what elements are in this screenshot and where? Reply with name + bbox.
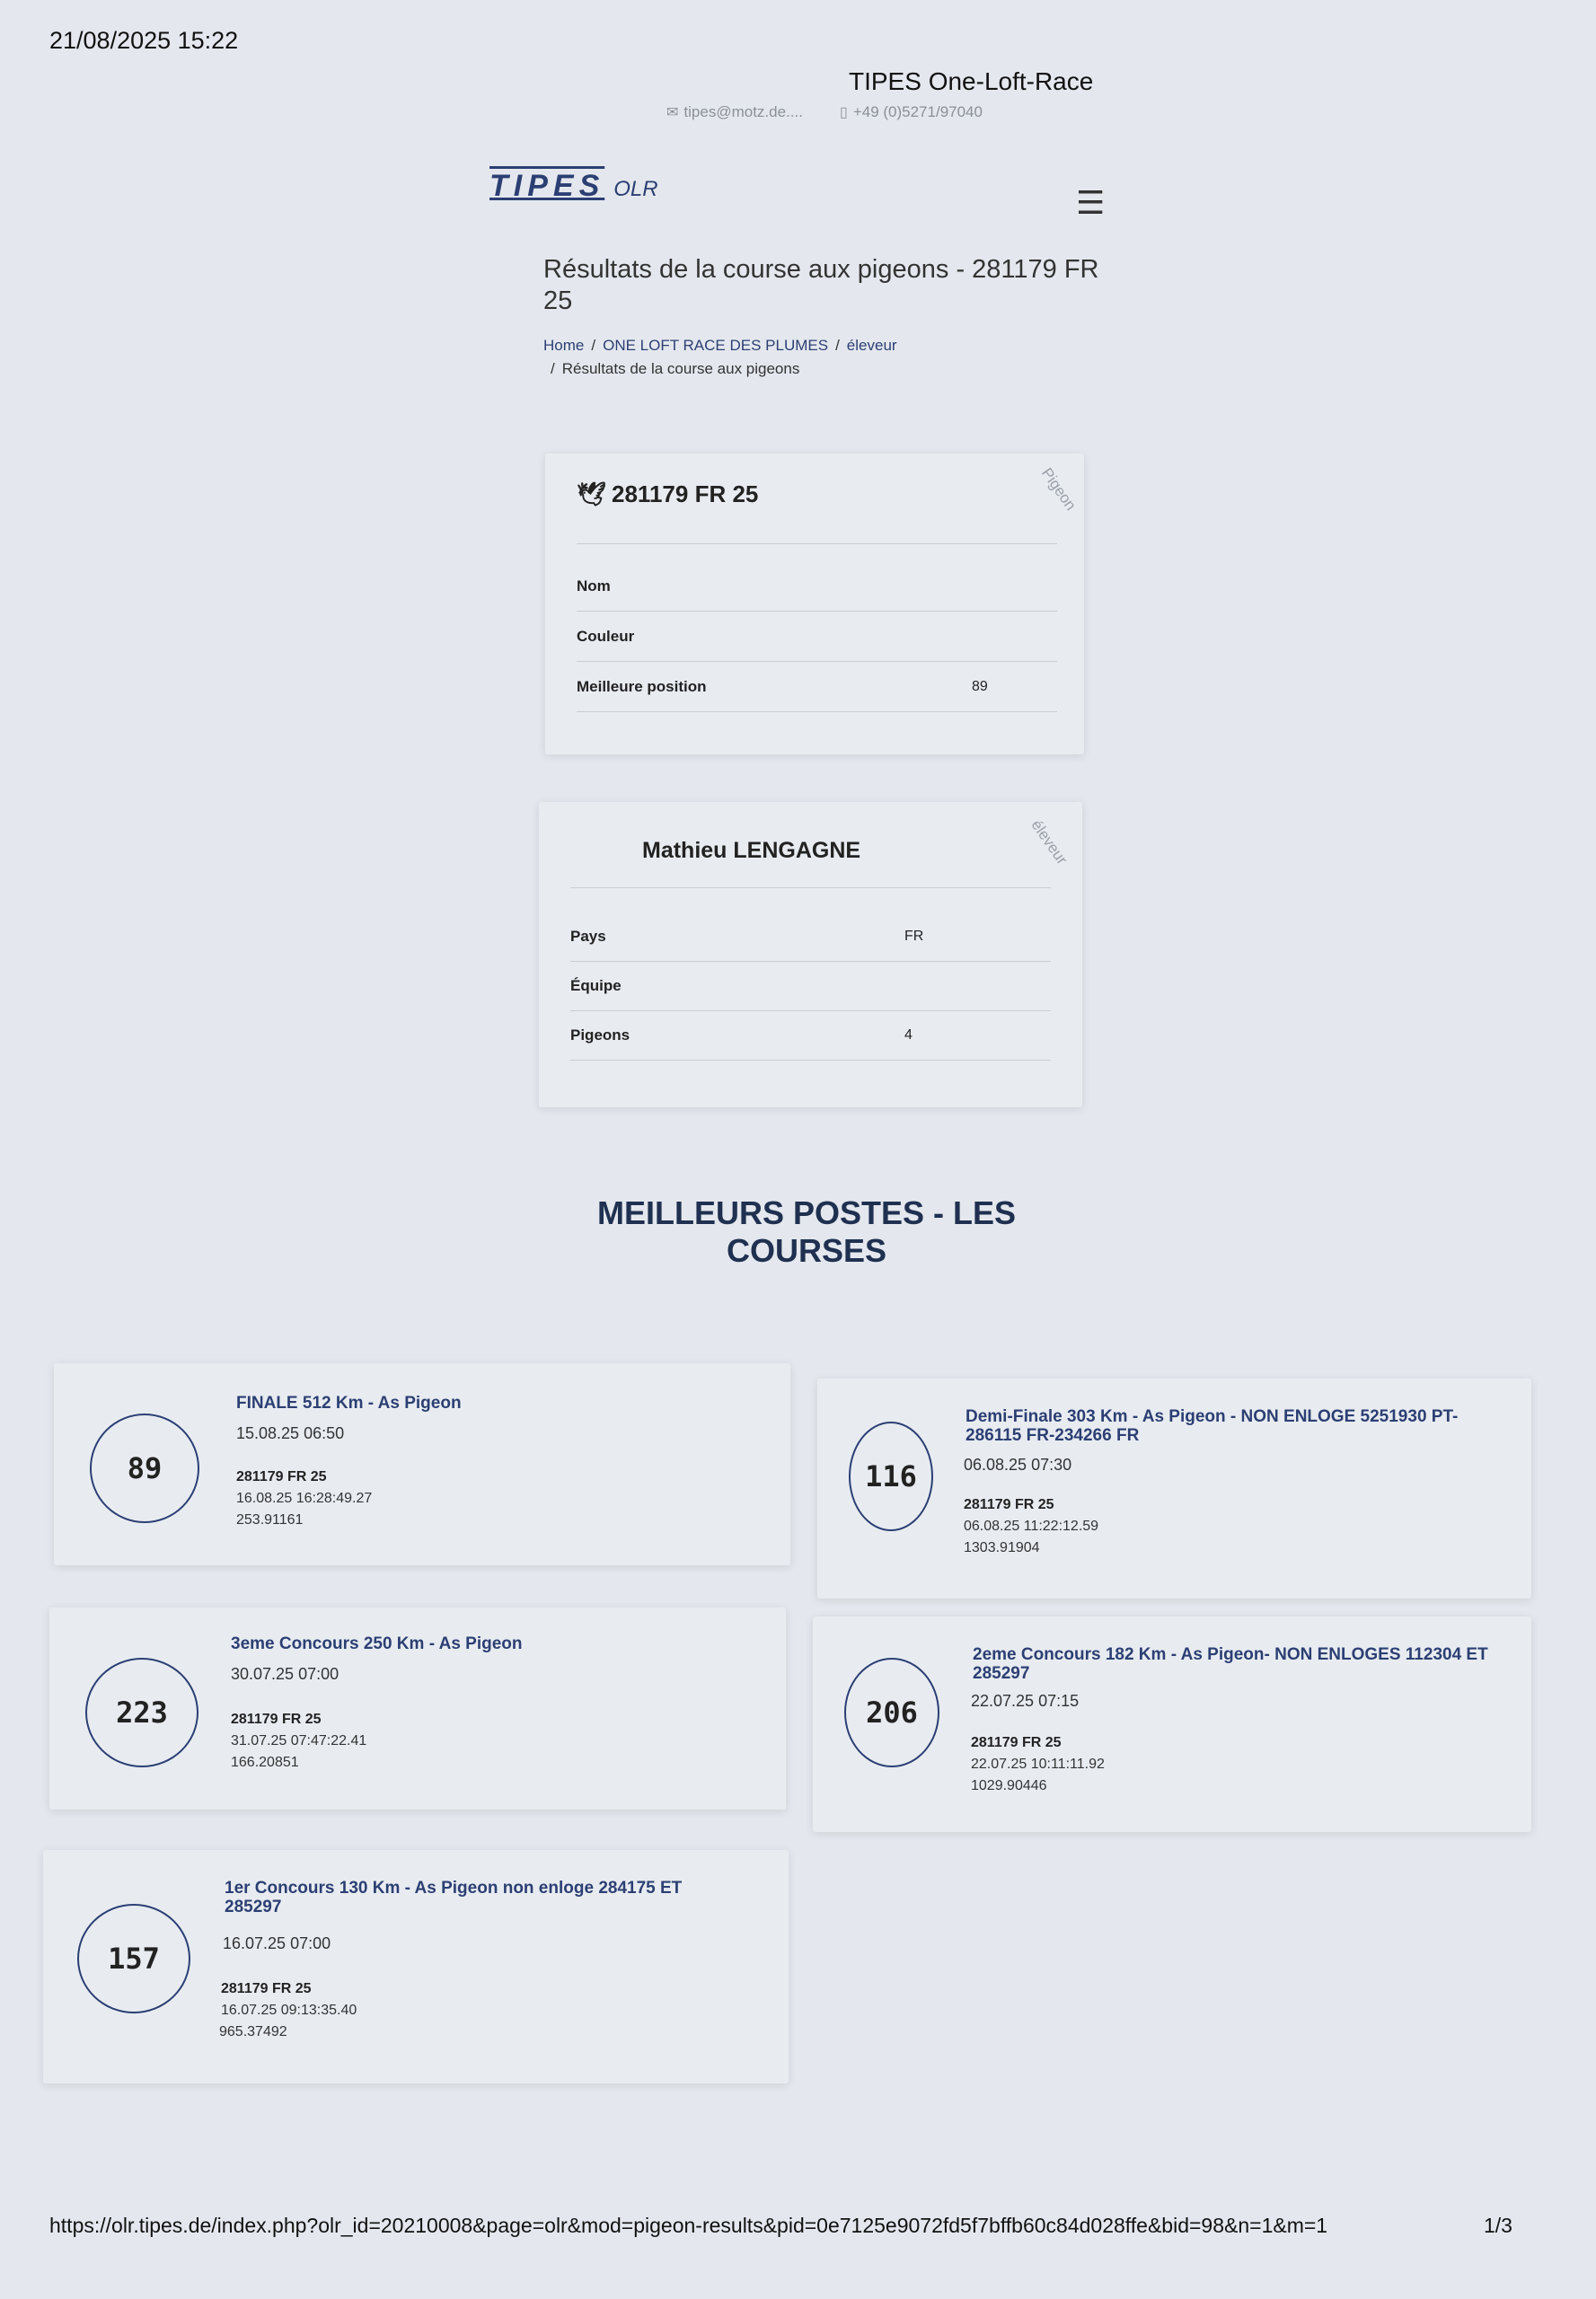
race-release-time: 06.08.25 07:30 xyxy=(964,1456,1072,1474)
race-ring-number: 281179 FR 25 xyxy=(231,1712,322,1727)
breadcrumb-race[interactable]: ONE LOFT RACE DES PLUMES xyxy=(603,337,829,354)
row-value: 4 xyxy=(904,1027,913,1043)
row-label: Pays xyxy=(570,928,606,945)
race-card[interactable] xyxy=(49,1608,786,1810)
heading-line-1: MEILLEURS POSTES - LES xyxy=(596,1194,1017,1231)
race-speed: 1029.90446 xyxy=(971,1778,1047,1793)
site-logo[interactable] xyxy=(489,169,658,204)
race-title-link[interactable]: FINALE 512 Km - As Pigeon xyxy=(236,1394,462,1413)
race-release-time: 15.08.25 06:50 xyxy=(236,1424,345,1442)
site-title: TIPES One-Loft-Race xyxy=(849,67,1094,95)
contact-email[interactable] xyxy=(666,103,803,121)
position-badge: 157 xyxy=(77,1904,190,2013)
race-arrival-time: 16.08.25 16:28:49.27 xyxy=(236,1491,373,1506)
race-release-time: 22.07.25 07:15 xyxy=(971,1692,1080,1710)
breadcrumb-separator: / xyxy=(835,337,840,354)
hamburger-menu-icon[interactable]: ☰ xyxy=(1076,184,1106,221)
pigeon-card-title xyxy=(577,480,758,508)
pigeon-row-nom xyxy=(577,562,1057,612)
race-title-link[interactable]: 1er Concours 130 Km - As Pigeon non enloge 284175 ET 285297 xyxy=(225,1879,683,1916)
race-speed: 965.37492 xyxy=(219,2024,287,2039)
position-badge: 223 xyxy=(85,1658,198,1767)
row-label: Meilleure position xyxy=(577,678,707,695)
breadcrumb-breeder[interactable]: éleveur xyxy=(846,337,897,354)
race-release-time: 16.07.25 07:00 xyxy=(223,1934,331,1952)
row-label: Pigeons xyxy=(570,1026,630,1044)
pigeon-row-couleur xyxy=(577,612,1057,662)
race-release-time: 30.07.25 07:00 xyxy=(231,1665,339,1683)
race-card[interactable] xyxy=(54,1363,790,1565)
race-ring-number: 281179 FR 25 xyxy=(971,1735,1062,1750)
race-speed: 166.20851 xyxy=(231,1755,299,1770)
position-badge: 89 xyxy=(90,1414,199,1523)
envelope-icon: ✉ xyxy=(666,105,679,120)
pigeon-ring-number: 281179 FR 25 xyxy=(612,480,759,507)
print-page-number: 1/3 xyxy=(1484,2214,1512,2237)
breadcrumb-separator: / xyxy=(551,360,555,377)
row-label: Équipe xyxy=(570,977,622,994)
bird-icon: 🕊 xyxy=(577,480,607,507)
row-value: FR xyxy=(904,929,924,944)
race-title-link[interactable]: 3eme Concours 250 Km - As Pigeon xyxy=(231,1634,523,1653)
print-footer-url: https://olr.tipes.de/index.php?olr_id=20210008&page=olr&mod=pigeon-results&pid=0e7125e9072fd5f7bffb60c84d028ffe&bid=98&n=1&m=1 xyxy=(49,2214,1328,2237)
page-title: Résultats de la course aux pigeons - 281179 FR 25 xyxy=(543,255,1099,315)
pigeon-card xyxy=(545,454,1084,754)
breeder-tag: éleveur xyxy=(1027,816,1071,868)
breeder-row-pigeons xyxy=(570,1011,1051,1061)
breeder-row-pays xyxy=(570,912,1051,962)
breadcrumb-separator: / xyxy=(591,337,596,354)
breadcrumb-home[interactable]: Home xyxy=(543,337,585,354)
race-arrival-time: 16.07.25 09:13:35.40 xyxy=(221,2003,357,2018)
row-label: Couleur xyxy=(577,628,635,645)
race-ring-number: 281179 FR 25 xyxy=(236,1469,327,1484)
race-speed: 1303.91904 xyxy=(964,1540,1040,1555)
breadcrumb xyxy=(543,334,930,381)
logo-brand: TIPES xyxy=(489,169,605,203)
print-datetime: 21/08/2025 15:22 xyxy=(49,27,239,54)
race-arrival-time: 22.07.25 10:11:11.92 xyxy=(971,1757,1105,1772)
race-title-link[interactable]: 2eme Concours 182 Km - As Pigeon- NON ENLOGES 112304 ET 285297 xyxy=(973,1645,1488,1683)
race-arrival-time: 06.08.25 11:22:12.59 xyxy=(964,1519,1099,1534)
race-title-link[interactable]: Demi-Finale 303 Km - As Pigeon - NON ENLOGE 5251930 PT-286115 FR-234266 FR xyxy=(966,1407,1459,1445)
phone-icon: ▯ xyxy=(840,105,848,120)
row-value: 89 xyxy=(972,679,988,694)
breeder-row-equipe xyxy=(570,962,1051,1011)
breeder-card xyxy=(539,802,1082,1107)
divider xyxy=(570,887,1051,888)
race-ring-number: 281179 FR 25 xyxy=(221,1981,312,1996)
race-card[interactable] xyxy=(817,1379,1531,1599)
race-card[interactable] xyxy=(43,1850,789,2083)
position-badge: 116 xyxy=(849,1422,933,1531)
race-arrival-time: 31.07.25 07:47:22.41 xyxy=(231,1733,367,1748)
contact-email-text: tipes@motz.de.... xyxy=(683,103,803,120)
pigeon-row-best-position xyxy=(577,663,1057,712)
heading-line-2: COURSES xyxy=(726,1232,887,1269)
race-ring-number: 281179 FR 25 xyxy=(964,1497,1054,1512)
divider xyxy=(577,543,1057,544)
logo-suffix: OLR xyxy=(613,177,658,201)
race-card[interactable] xyxy=(813,1616,1531,1832)
row-label: Nom xyxy=(577,577,611,595)
best-positions-heading xyxy=(528,1194,1085,1270)
contact-phone[interactable] xyxy=(840,103,983,121)
position-badge: 206 xyxy=(844,1658,939,1767)
pigeon-tag: Pigeon xyxy=(1037,464,1080,514)
contact-phone-text: +49 (0)5271/97040 xyxy=(852,103,983,120)
race-speed: 253.91161 xyxy=(236,1512,304,1528)
breadcrumb-current: Résultats de la course aux pigeons xyxy=(561,360,800,377)
breeder-name: Mathieu LENGAGNE xyxy=(642,838,861,863)
